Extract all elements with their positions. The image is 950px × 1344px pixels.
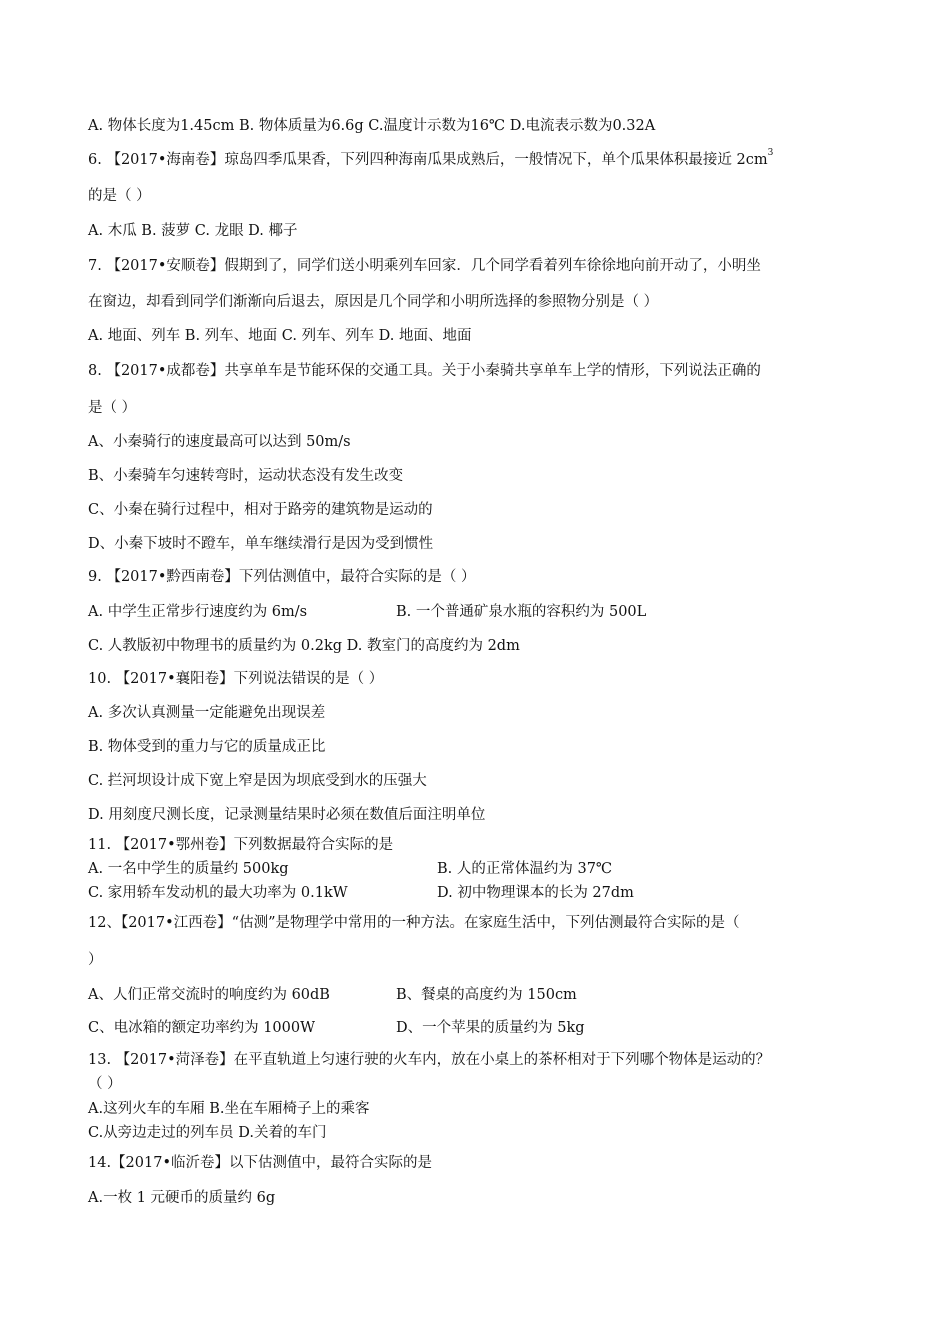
q9-stem: 9. 【2017•黔西南卷】下列估测值中，最符合实际的是（ ）: [88, 569, 476, 585]
q6-superscript: 3: [767, 148, 774, 159]
q12-option-a: A、人们正常交流时的响度约为 60dB: [88, 987, 330, 1003]
q9-options-cd: C. 人教版初中物理书的质量约为 0.2kg D. 教室门的高度约为 2dm: [88, 638, 520, 654]
q7-options: A. 地面、列车 B. 列车、地面 C. 列车、列车 D. 地面、地面: [88, 328, 472, 344]
q11-option-d: D. 初中物理课本的长为 27dm: [437, 885, 634, 901]
q10-option-a: A. 多次认真测量一定能避免出现误差: [88, 705, 326, 721]
q11-option-a: A. 一名中学生的质量约 500kg: [88, 861, 289, 877]
q8-option-d: D、小秦下坡时不蹬车，单车继续滑行是因为受到惯性: [88, 536, 434, 552]
q14-option-a: A.一枚 1 元硬币的质量约 6g: [88, 1190, 276, 1206]
q10-option-b: B. 物体受到的重力与它的质量成正比: [88, 739, 326, 755]
q9-option-a: A. 中学生正常步行速度约为 6m/s: [88, 604, 308, 620]
q14-stem: 14.【2017•临沂卷】以下估测值中，最符合实际的是: [88, 1155, 433, 1171]
q7-stem: 7. 【2017•安顺卷】假期到了，同学们送小明乘列车回家．几个同学看着列车徐徐地向前开动了，小明坐: [88, 258, 761, 274]
q10-stem: 10. 【2017•襄阳卷】下列说法错误的是（ ）: [88, 671, 384, 687]
q11-stem: 11. 【2017•鄂州卷】下列数据最符合实际的是: [88, 837, 394, 853]
q8-stem: 8. 【2017•成都卷】共享单车是节能环保的交通工具。关于小秦骑共享单车上学的情形，下列说法正确的: [88, 363, 761, 379]
q13-stem-cont: （ ）: [88, 1076, 122, 1092]
q13-stem: 13. 【2017•菏泽卷】在平直轨道上匀速行驶的火车内，放在小桌上的茶杯相对于下列哪个物体是运动的？: [88, 1052, 771, 1068]
q5-options: A. 物体长度为1.45cm B. 物体质量为6.6g C.温度计示数为16℃ D.电流表示数为0.32A: [88, 118, 656, 134]
q9-option-b: B. 一个普通矿泉水瓶的容积约为 500L: [396, 604, 647, 620]
q13-options-ab: A.这列火车的车厢 B.坐在车厢椅子上的乘客: [88, 1101, 370, 1117]
q12-option-c: C、电冰箱的额定功率约为 1000W: [88, 1020, 316, 1036]
q6-stem-cont: 的是（ ）: [88, 188, 151, 204]
q12-option-b: B、餐桌的高度约为 150cm: [396, 987, 577, 1003]
q6-options: A. 木瓜 B. 菠萝 C. 龙眼 D. 椰子: [88, 223, 298, 239]
q8-option-b: B、小秦骑车匀速转弯时，运动状态没有发生改变: [88, 468, 404, 484]
q7-stem-cont: 在窗边，却看到同学们渐渐向后退去，原因是几个同学和小明所选择的参照物分别是（ ）: [88, 294, 659, 310]
q8-stem-cont: 是（ ）: [88, 400, 137, 416]
q8-option-a: A、小秦骑行的速度最高可以达到 50m/s: [88, 434, 351, 450]
q13-options-cd: C.从旁边走过的列车员 D.关着的车门: [88, 1125, 327, 1141]
q10-option-d: D. 用刻度尺测长度，记录测量结果时必须在数值后面注明单位: [88, 807, 486, 823]
q12-stem-cont: ）: [88, 952, 103, 968]
q6-stem-text: 6. 【2017•海南卷】琼岛四季瓜果香，下列四种海南瓜果成熟后，一般情况下，单个瓜果体积最接近 2cm: [88, 152, 768, 168]
q8-option-c: C、小秦在骑行过程中，相对于路旁的建筑物是运动的: [88, 502, 433, 518]
q6-stem: [88, 150, 773, 170]
q11-option-b: B. 人的正常体温约为 37℃: [437, 861, 613, 877]
q11-option-c: C. 家用轿车发动机的最大功率为 0.1kW: [88, 885, 348, 901]
q12-stem: 12、【2017•江西卷】“估测”是物理学中常用的一种方法。在家庭生活中，下列估测最符合实际的是（: [88, 915, 740, 931]
q10-option-c: C. 拦河坝设计成下宽上窄是因为坝底受到水的压强大: [88, 773, 427, 789]
q12-option-d: D、一个苹果的质量约为 5kg: [396, 1020, 585, 1036]
